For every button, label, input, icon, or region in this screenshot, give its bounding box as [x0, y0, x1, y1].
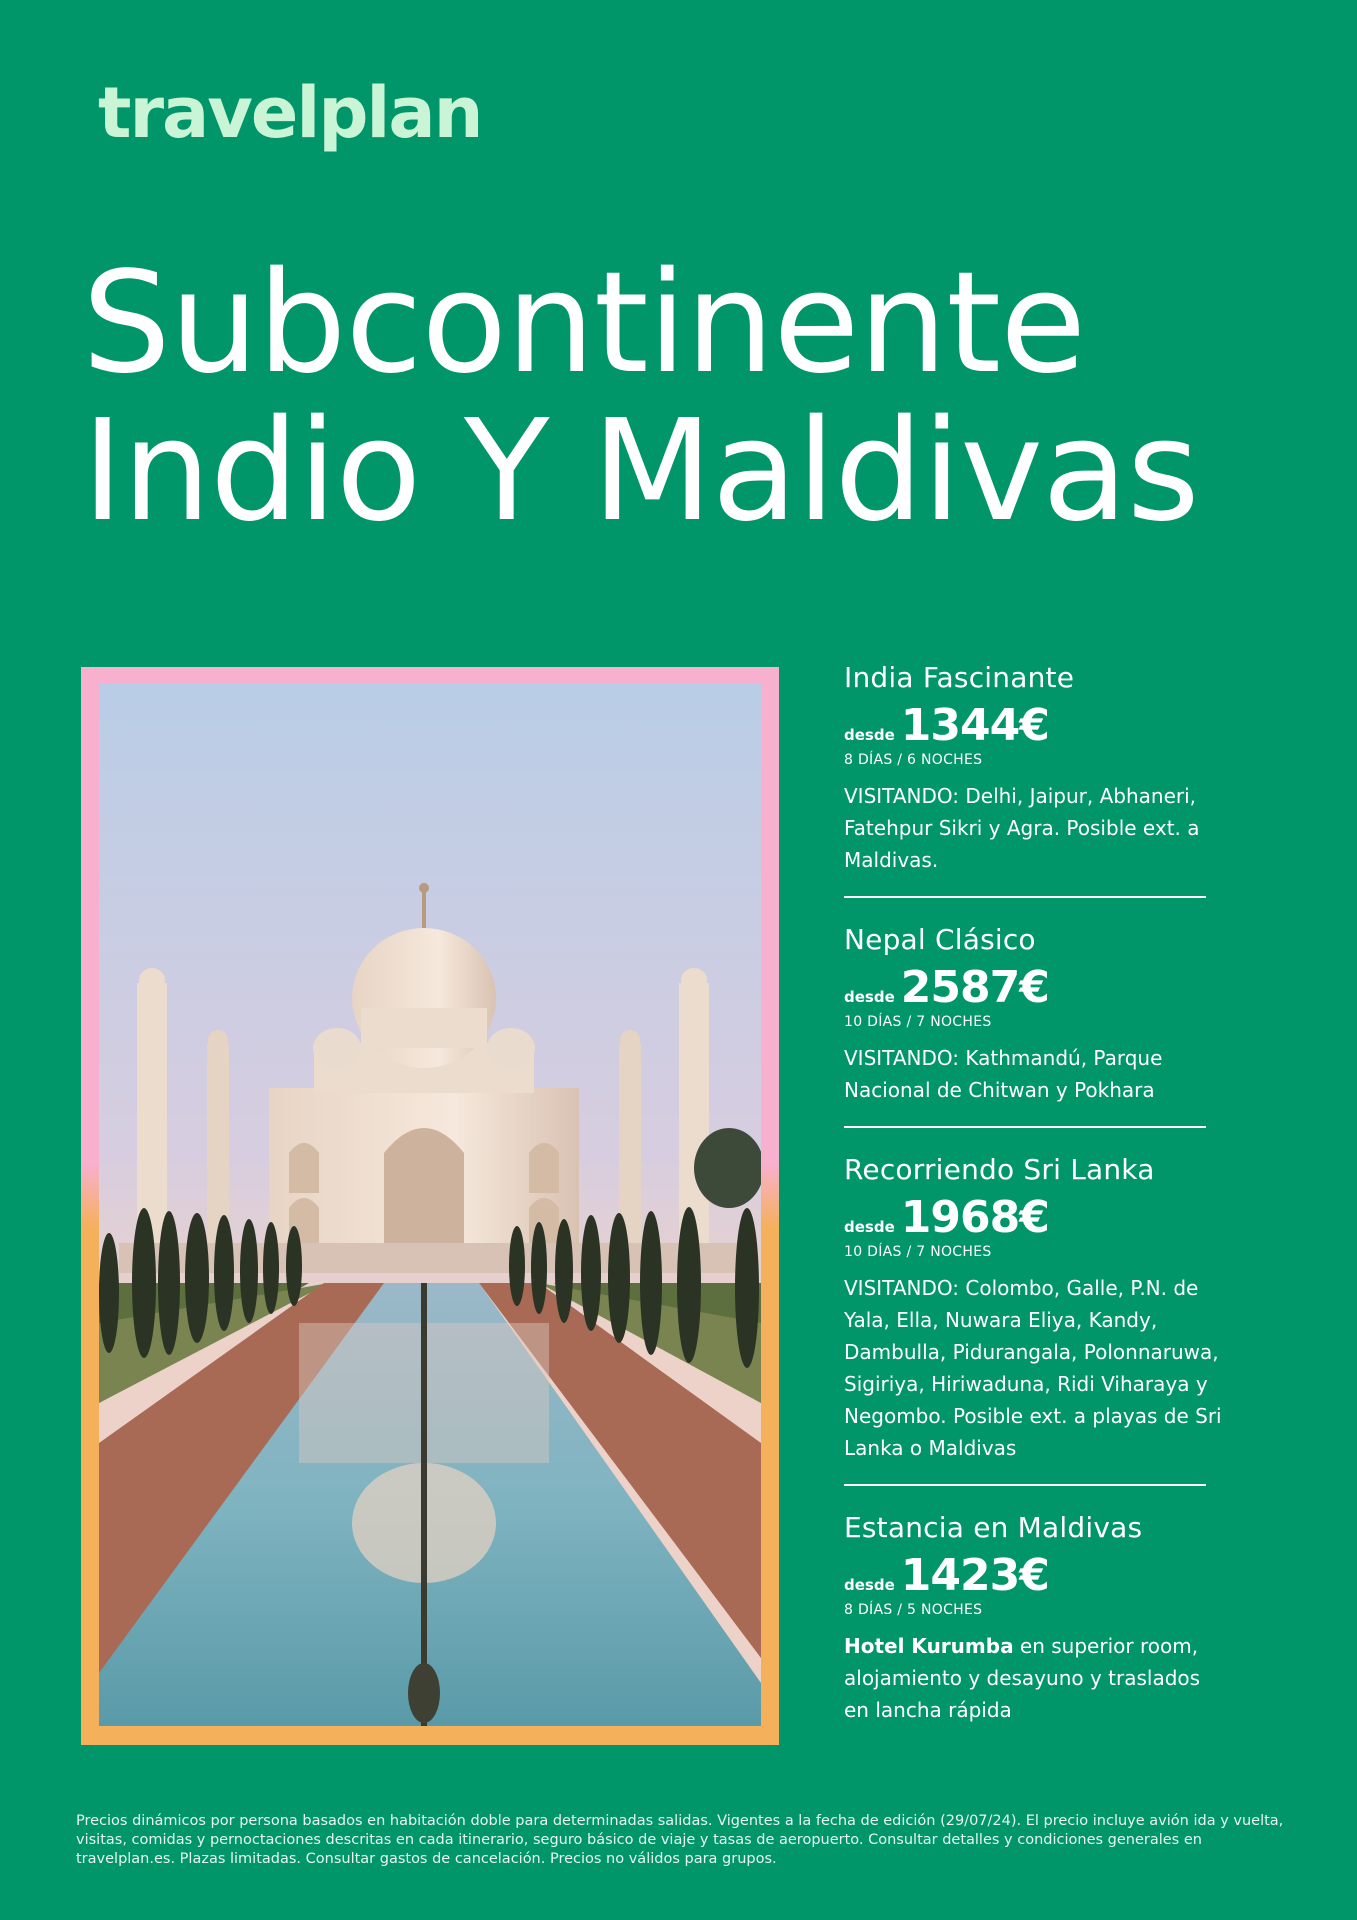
offer-price: 1968€ [900, 1192, 1049, 1243]
offer-nepal-clasico [844, 922, 1224, 1106]
offer-description: VISITANDO: Delhi, Jaipur, Abhaneri, Fatehpur Sikri y Agra. Posible ext. a Maldivas. [844, 784, 1200, 872]
offer-title: Estancia en Maldivas [844, 1511, 1143, 1544]
offer-india-fascinante [844, 660, 1224, 876]
price-row [844, 702, 1224, 750]
taj-mahal-illustration [99, 683, 761, 1726]
desde-label: desde [844, 726, 895, 744]
offer-price: 1423€ [900, 1550, 1049, 1601]
offer-recorriendo-sri-lanka [844, 1152, 1224, 1464]
offer-description: VISITANDO: Kathmandú, Parque Nacional de Chitwan y Pokhara [844, 1046, 1163, 1102]
page-title [82, 242, 1282, 553]
offer-description: VISITANDO: Colombo, Galle, P.N. de Yala, Ella, Nuwara Eliya, Kandy, Dambulla, Pidurangala, Polonnaruwa, Sigiriya, Hiriwaduna, Ridi Viharaya y Negombo. Posible ext. a playas de Sri Lanka o Maldivas [844, 1276, 1222, 1460]
offer-description-text: en superior room, alojamiento y desayuno y traslados en lancha rápida [844, 1634, 1201, 1722]
offer-title: India Fascinante [844, 661, 1075, 694]
divider [844, 1126, 1206, 1128]
offer-duration: 10 DÍAS / 7 NOCHES [844, 1014, 992, 1030]
taj-mahal-photo [99, 683, 761, 1726]
desde-label: desde [844, 1576, 895, 1594]
offer-price: 1344€ [900, 700, 1049, 751]
desde-label: desde [844, 988, 895, 1006]
offer-duration: 8 DÍAS / 5 NOCHES [844, 1602, 983, 1618]
price-row [844, 964, 1224, 1012]
offer-title: Recorriendo Sri Lanka [844, 1153, 1155, 1186]
offer-duration: 10 DÍAS / 7 NOCHES [844, 1244, 992, 1260]
travelplan-logo: travelplan [98, 72, 482, 154]
offer-description [844, 1630, 1224, 1726]
title-line-2: Indio Y Maldivas [82, 390, 1199, 553]
desde-label: desde [844, 1218, 895, 1236]
offers-list [844, 660, 1224, 1726]
divider [844, 896, 1206, 898]
offer-estancia-en-maldivas [844, 1510, 1224, 1726]
legal-disclaimer: Precios dinámicos por persona basados en habitación doble para determinadas salidas. Vigentes a la fecha de edición (29/07/24). El precio incluye avión ida y vuelta, visitas, comidas y pernoctaciones descritas en cada itinerario, seguro básico de viaje y tasas de aeropuerto. Consultar detalles y condiciones generales en travelplan.es. Plazas limitadas. Consultar gastos de cancelación. Precios no válidos para grupos. [76, 1813, 1284, 1867]
hotel-name: Hotel Kurumba [844, 1634, 1014, 1658]
price-row [844, 1194, 1224, 1242]
offer-duration: 8 DÍAS / 6 NOCHES [844, 752, 983, 768]
divider [844, 1484, 1206, 1486]
offer-title: Nepal Clásico [844, 923, 1036, 956]
title-line-1: Subcontinente [82, 242, 1086, 405]
price-row [844, 1552, 1224, 1600]
offer-price: 2587€ [900, 962, 1049, 1013]
